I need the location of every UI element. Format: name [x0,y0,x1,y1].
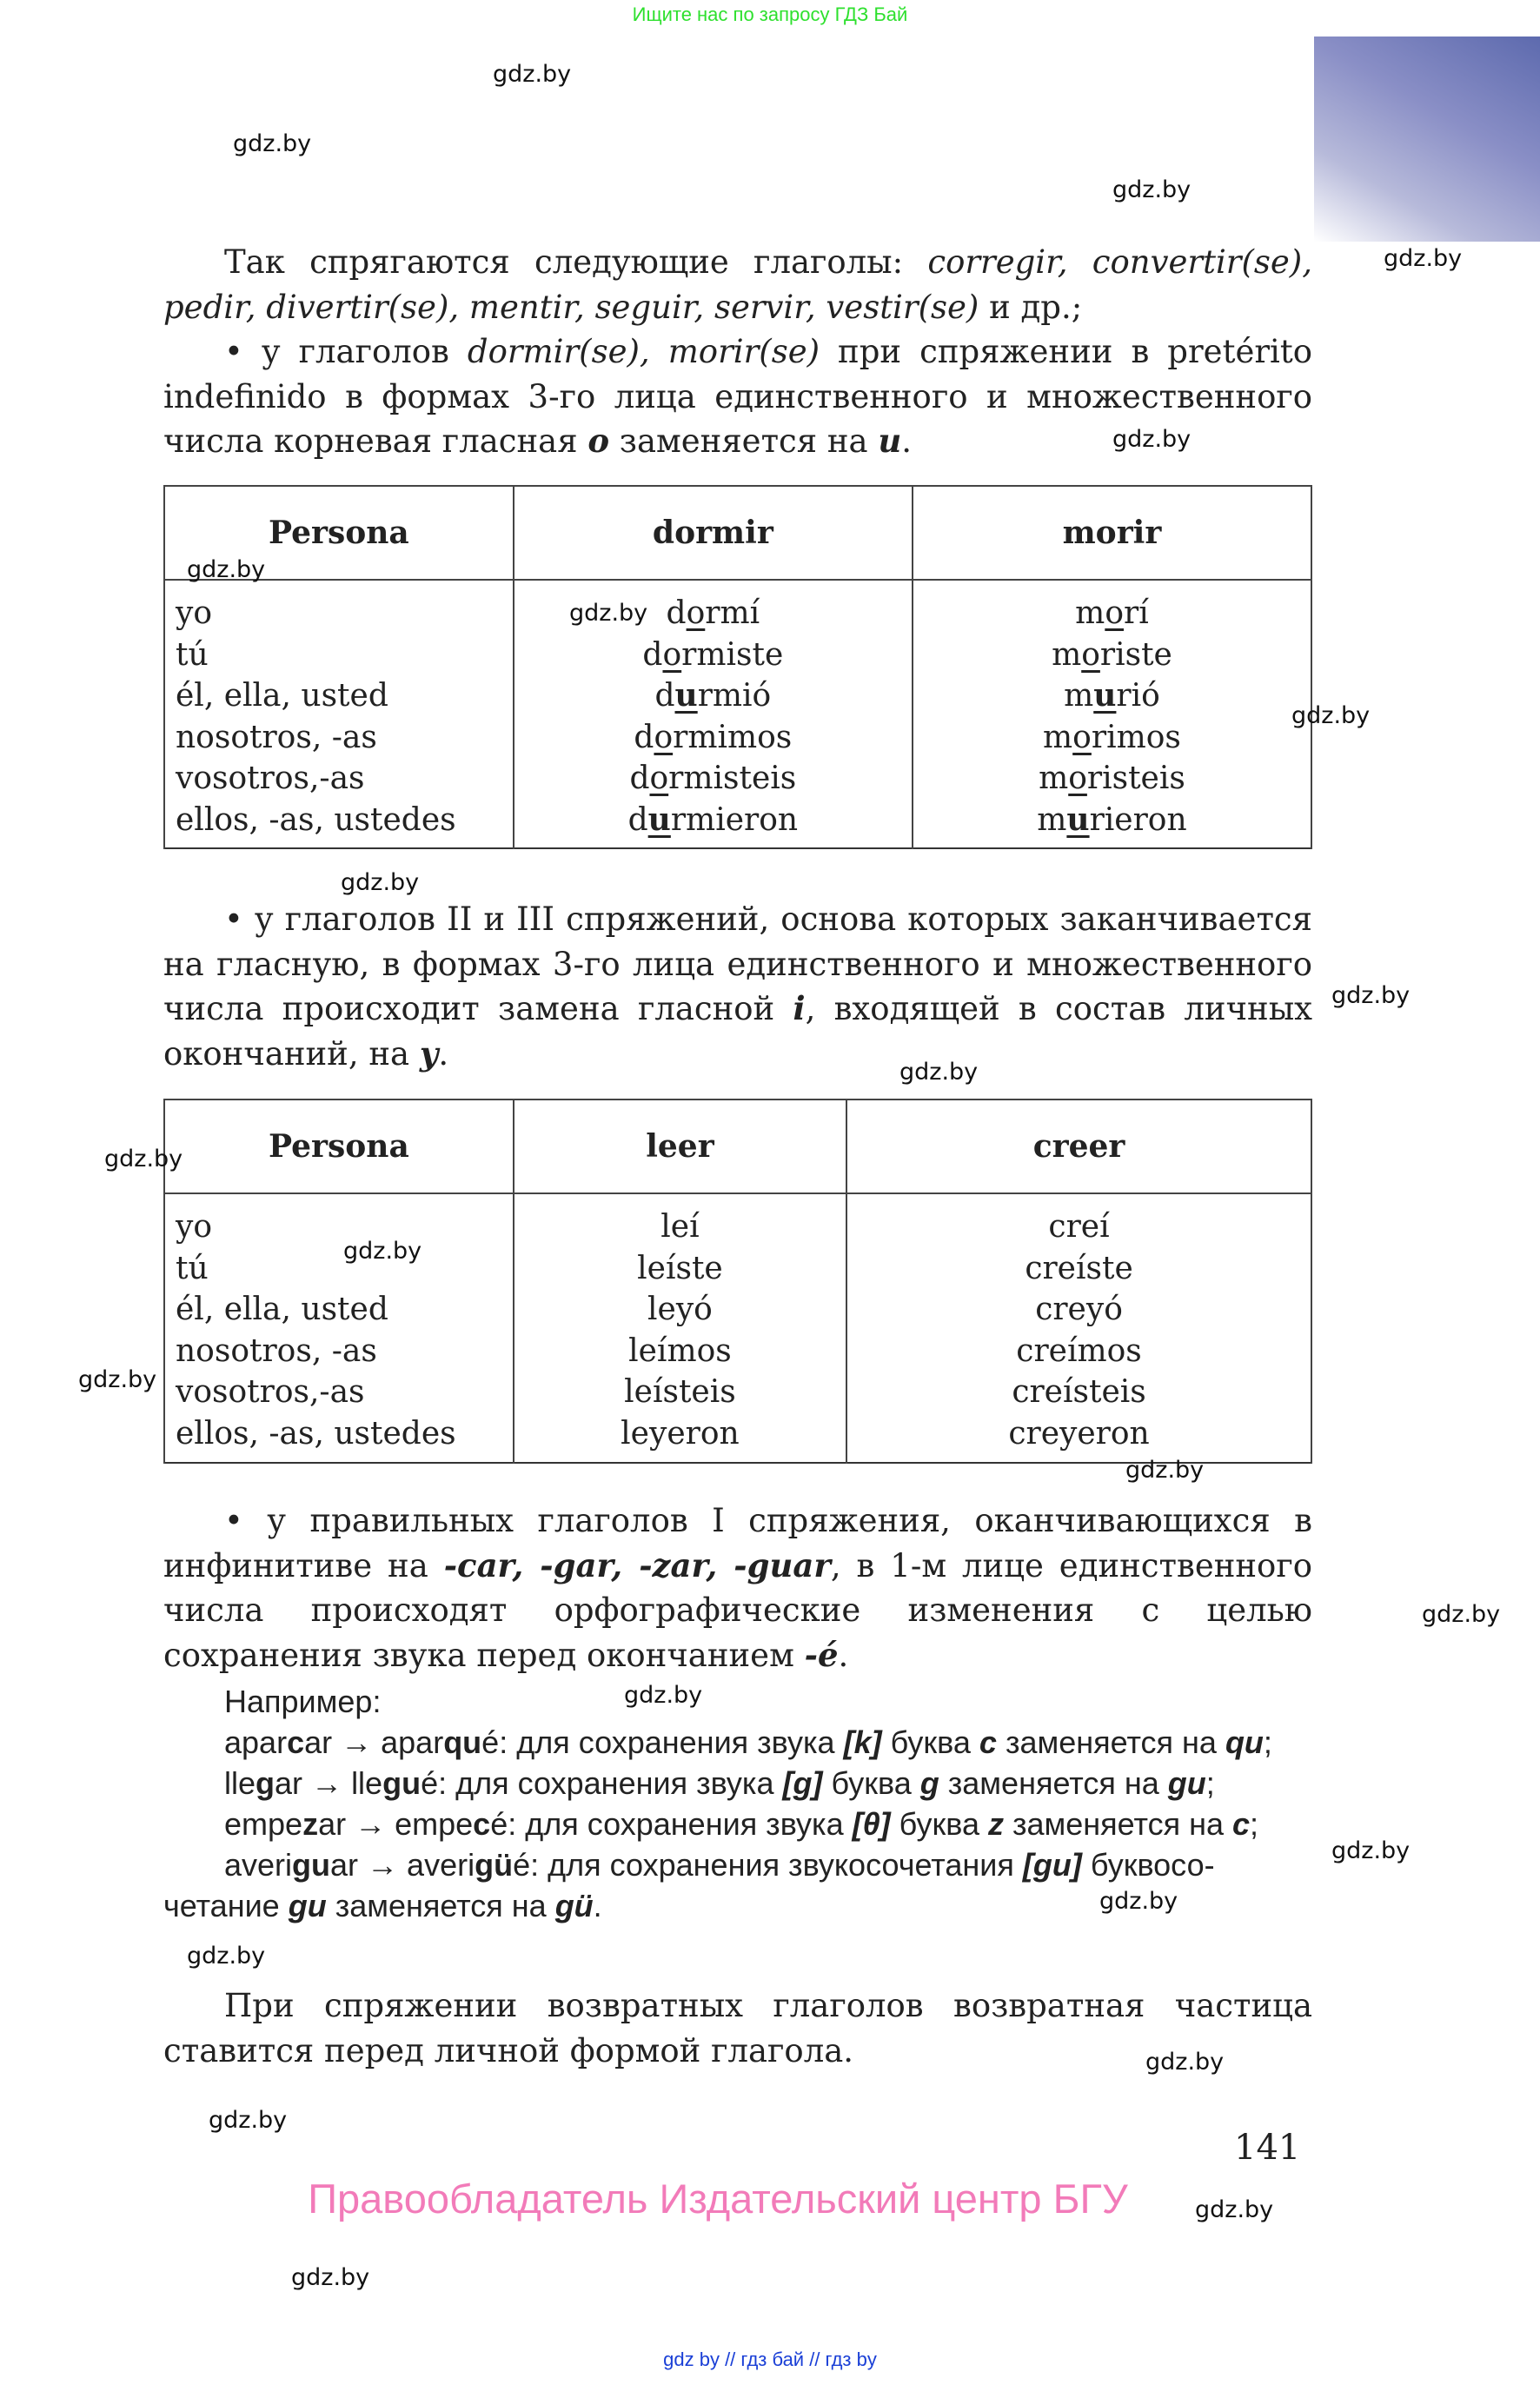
example-line: aparcar → aparqué: для сохранения звука [k] буква c заменяется на qu; [224,1724,1272,1760]
watermark: gdz.by [104,1146,183,1173]
table-cell: creíste [1025,1250,1133,1286]
watermark: gdz.by [1384,245,1463,272]
example-line: averiguar → averigüé: для сохранения звукосочетания [gu] буквосо- [224,1847,1215,1883]
paragraph-text: . [438,1034,449,1073]
footer-links[interactable]: gdz by // гдз бай // гдз by [663,2348,877,2370]
table-cell: nosotros, -as [176,719,377,755]
arrow-icon: → [358,1847,408,1883]
table-header-morir: morir [913,486,1311,580]
watermark: gdz.by [1331,1837,1411,1864]
watermark: gdz.by [1099,1888,1178,1915]
watermark: gdz.by [1112,176,1192,203]
watermark: gdz.by [1195,2196,1274,2223]
morir-column [913,581,1311,847]
paragraph-text: заменяется на [609,422,879,460]
table-cell: dormimos [634,719,793,755]
leer-column [514,1194,846,1461]
creer-column [847,1194,1311,1461]
watermark: gdz.by [493,61,572,88]
table-cell: leyó [647,1292,713,1327]
table-cell: dormisteis [629,761,797,796]
paragraph-text: у глаголов II и III спряжений, основа которых заканчивается на гласную, в формах 3-го лица единственного и множественного числа происходит замена гласной [163,900,1312,1027]
table-cell: leísteis [624,1374,736,1410]
ending-e: -é [804,1635,839,1674]
watermark: gdz.by [209,2107,288,2134]
table-cell: creísteis [1012,1374,1146,1410]
paragraph-text: у глаголов [242,333,468,370]
paragraph-text: Так спрягаются следующие глаголы: [224,243,928,281]
table-cell: dormiste [642,636,784,673]
conjugation-table-dormir-morir [163,485,1312,849]
table-cell: creímos [1016,1332,1142,1369]
paragraph-text: у правильных глаголов I спряжения, оканчивающихся в инфинитиве на [163,1502,1312,1584]
bullet-icon: • [224,333,243,370]
paragraph-text: , в 1-м лице единственного числа происходят орфографические изменения с целью сохранения звука перед окончанием [163,1546,1312,1674]
watermark: gdz.by [187,1943,266,1970]
table-header-leer: leer [514,1099,846,1193]
watermark: gdz.by [624,1682,703,1709]
arrow-icon: → [302,1765,352,1801]
table-cell: él, ella, usted [176,678,388,714]
table-cell: durmieron [627,801,799,838]
verb-list: dormir(se), morir(se) [467,333,820,370]
watermark: gdz.by [1291,702,1371,729]
table-cell: leyeron [621,1415,740,1452]
table-cell: murieron [1037,801,1187,838]
paragraph-orthographic-changes [163,1498,1312,1677]
verb-endings: -car, -gar, -zar, -guar [443,1545,831,1584]
corner-gradient-decoration [1314,37,1540,242]
watermark: gdz.by [1331,982,1411,1009]
watermark: gdz.by [1145,2049,1225,2076]
paragraph-text: . [901,422,913,460]
verb-list: pedir, divertir(se), mentir, seguir, servir, vestir(se) [163,288,979,326]
table-header-creer: creer [846,1099,1311,1193]
watermark: gdz.by [233,130,312,157]
arrow-icon: → [346,1806,395,1842]
table-cell: tú [176,636,209,673]
table-cell: creyeron [1008,1415,1150,1452]
table-cell: creyó [1035,1292,1123,1327]
table-cell: dormí [666,595,760,631]
conjugation-table-leer-creer [163,1099,1312,1464]
table-header-persona: Persona [164,1099,514,1193]
example-line: четание gu заменяется на gü. [163,1888,602,1923]
table-cell: moriste [1052,636,1172,673]
table-cell: vosotros,-as [176,761,365,796]
watermark: gdz.by [1112,426,1192,453]
table-cell: moristeis [1039,761,1185,796]
arrow-icon: → [332,1724,382,1760]
vowel-to: y [419,1033,439,1073]
persona-column [165,581,513,847]
watermark: gdz.by [78,1366,157,1393]
bullet-icon: • [224,900,243,938]
table-cell: vosotros,-as [176,1374,365,1410]
paragraph-text: , входящей в состав личных окончаний, на [163,990,1313,1073]
page-number: 141 [1234,2128,1301,2168]
watermark: gdz.by [1125,1457,1205,1484]
table-cell: leíste [637,1250,723,1286]
paragraph-reflexive [163,1983,1312,2073]
watermark: gdz.by [187,556,266,583]
table-cell: morimos [1043,719,1181,755]
table-cell: ellos, -as, ustedes [176,1415,456,1452]
vowel-from: o [587,422,609,460]
watermark: gdz.by [899,1059,979,1086]
table-cell: leí [660,1209,700,1245]
watermark: gdz.by [341,869,420,896]
example-line: llegar → llegué: для сохранения звука [g] буква g заменяется на gu; [224,1765,1215,1801]
table-header-dormir: dormir [514,486,913,580]
watermark: gdz.by [291,2264,370,2291]
paragraph-text: При спряжении возвратных глаголов возвратная частица ставится перед личной формой глагола. [163,1987,1312,2069]
paragraph-vowel-change-i-y [163,897,1312,1076]
paragraph-text: . [838,1636,849,1674]
table-cell: durmió [654,677,772,714]
verb-list: corregir, convertir(se), [927,243,1312,281]
table-cell: creí [1048,1209,1110,1245]
table-cell: nosotros, -as [176,1332,377,1369]
table-cell: leímos [628,1332,732,1369]
paragraph-text: и др.; [979,288,1083,326]
table-cell: él, ella, usted [176,1292,388,1327]
example-line: empezar → empecé: для сохранения звука [θ] буква z заменяется на c; [224,1806,1259,1842]
watermark: gdz.by [569,600,648,627]
table-cell: murió [1064,677,1160,714]
table-cell: morí [1075,595,1149,631]
table-header-persona: Persona [164,486,514,580]
vowel-to: u [878,422,902,460]
bullet-icon: • [224,1502,243,1539]
table-cell: ellos, -as, ustedes [176,801,456,838]
examples-title: Например: [224,1684,382,1719]
table-cell: tú [176,1250,209,1286]
table-cell: yo [176,1209,213,1245]
persona-column [165,1194,513,1461]
watermark: gdz.by [1422,1601,1501,1628]
top-banner[interactable]: Ищите нас по запросу ГДЗ Бай [632,3,908,25]
copyright-notice: Правообладатель Издательский центр БГУ [308,2176,1128,2222]
vowel-from: i [793,989,806,1027]
paragraph-text: при спряжении в pretérito indefinido в формах 3-го лица единственного и множественного числа корневая гласная [163,333,1312,460]
watermark: gdz.by [343,1238,422,1265]
table-cell: yo [176,595,213,631]
